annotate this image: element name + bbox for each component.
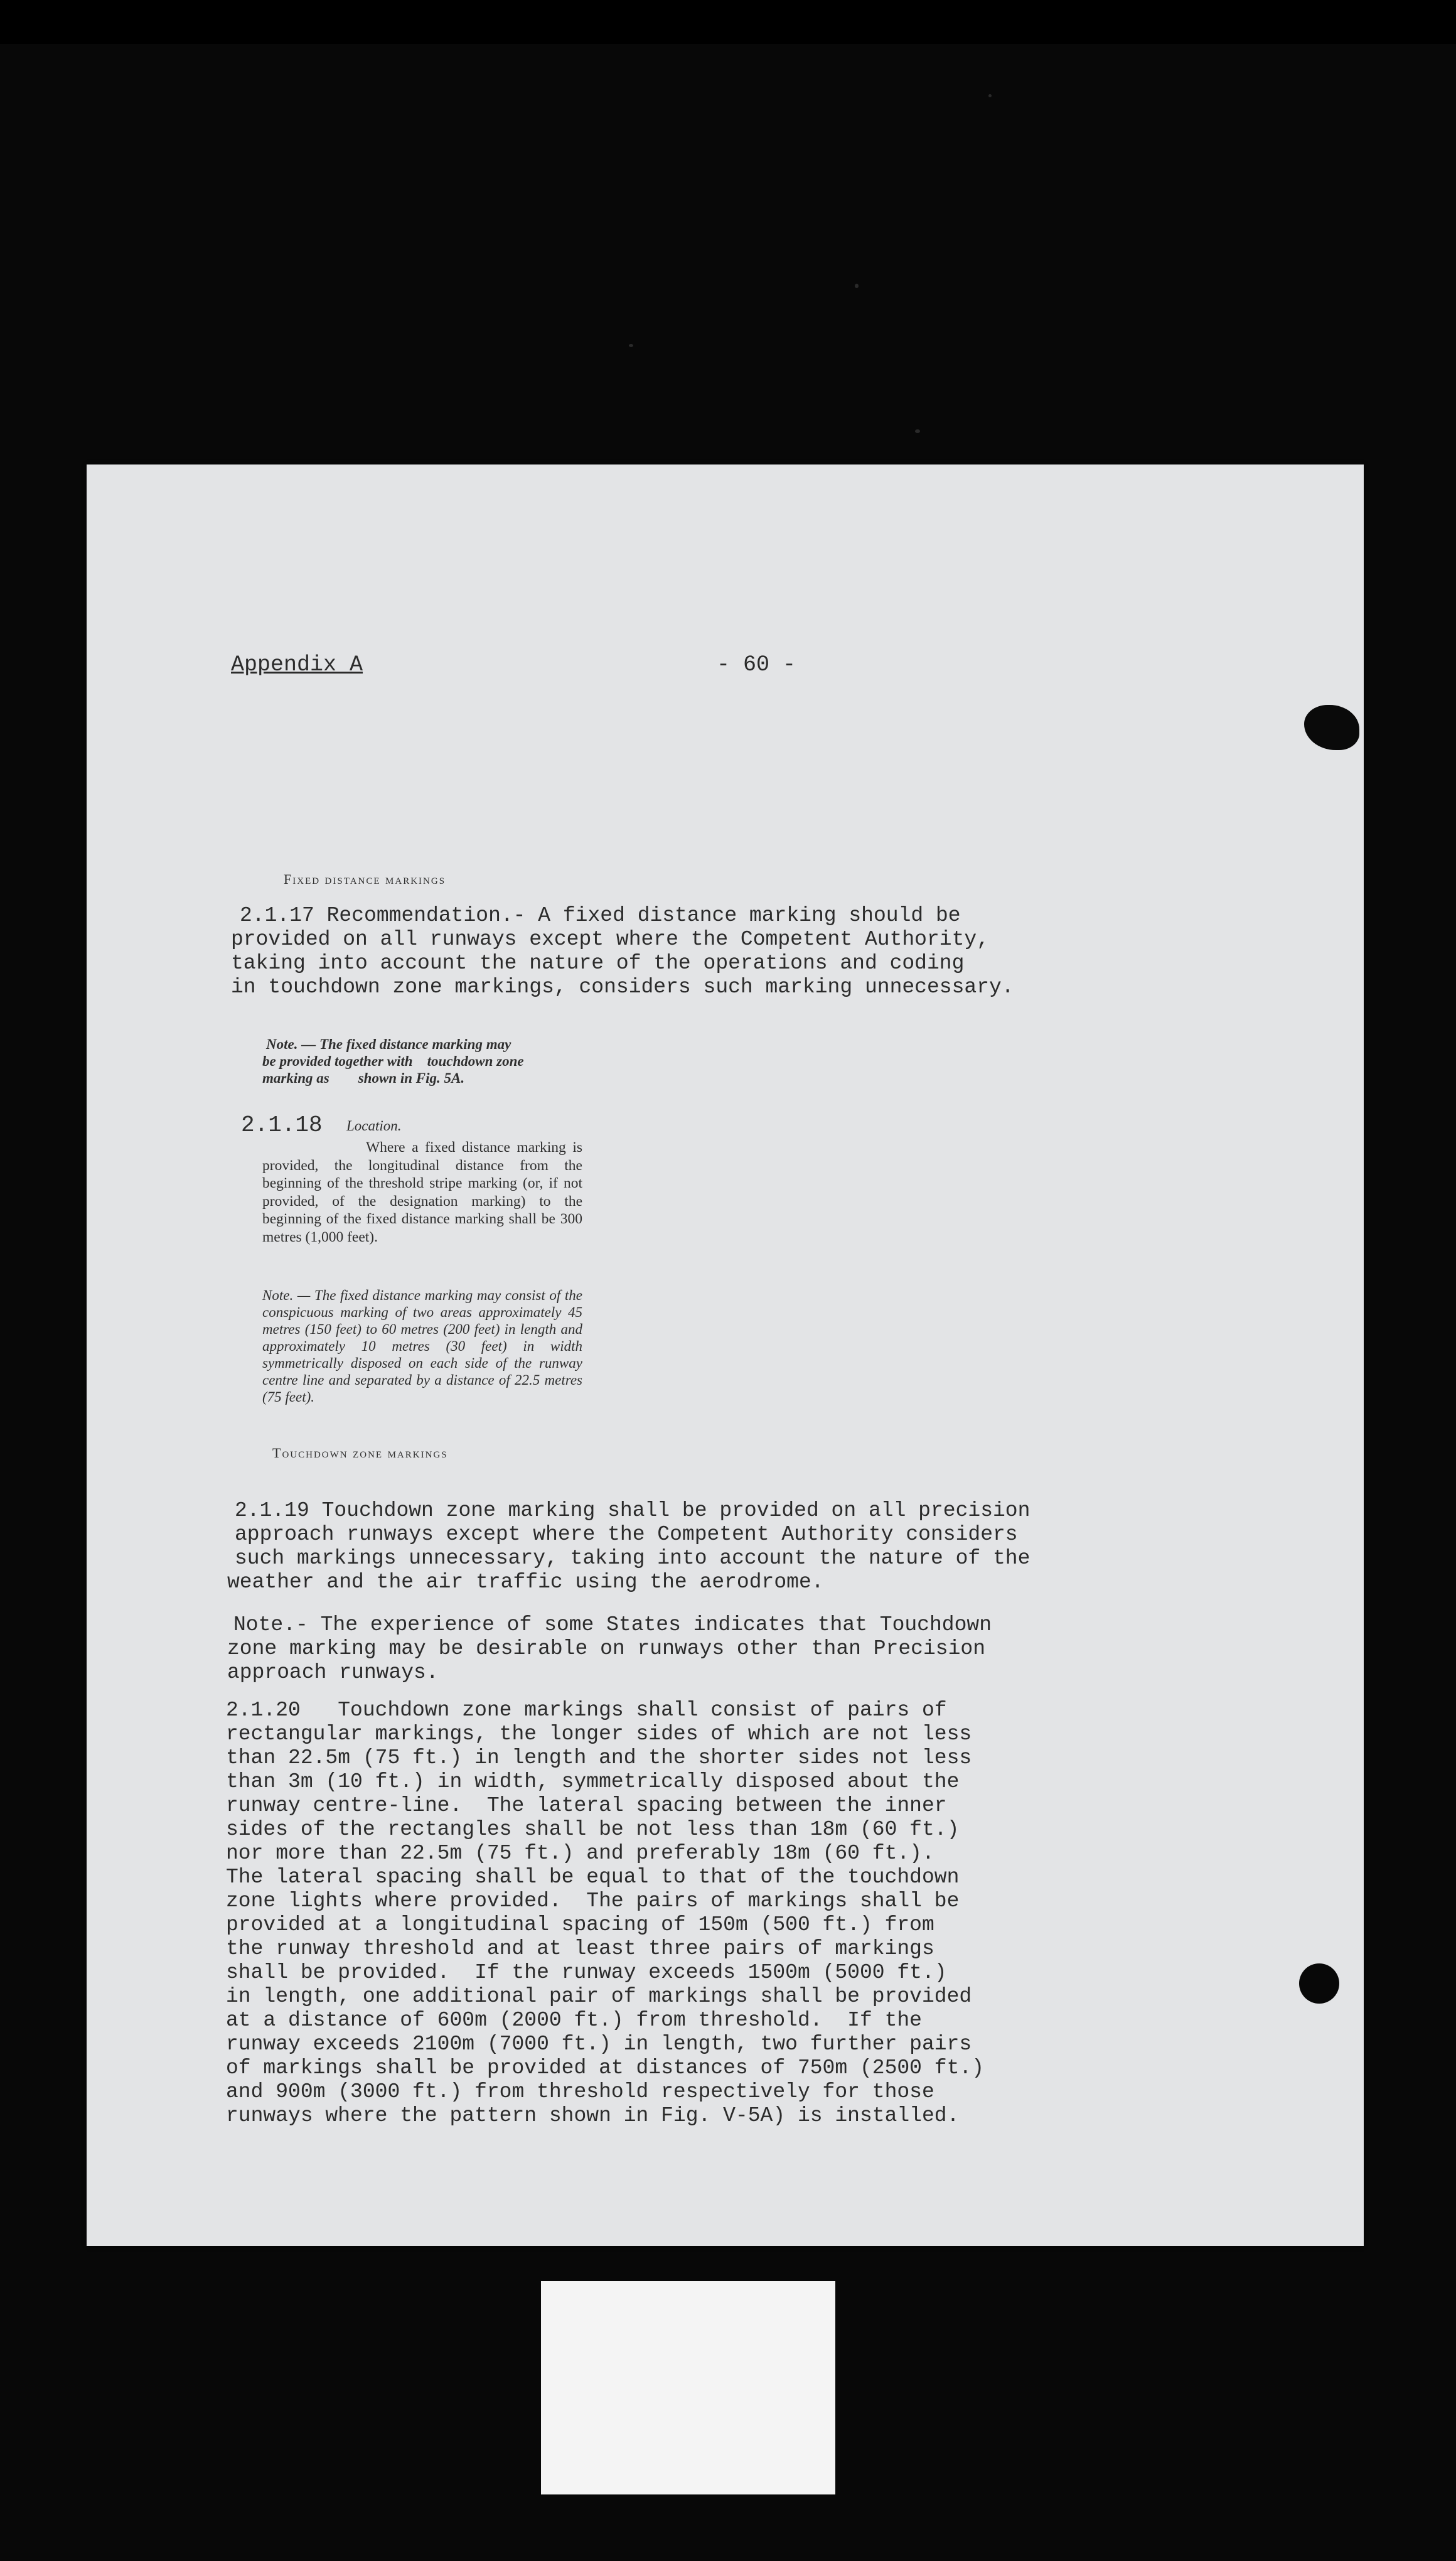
text-line: The lateral spacing shall be equal to that of the touchdown [226, 1866, 960, 1889]
text-line: rectangular markings, the longer sides of which are not less [226, 1722, 972, 1746]
film-top-edge [0, 0, 1456, 44]
text-line: provided at a longitudinal spacing of 150m (500 ft.) from [226, 1913, 934, 1936]
text-line: and 900m (3000 ft.) from threshold respectively for those [226, 2080, 934, 2103]
section-number-2-1-18: 2.1.18 [241, 1112, 323, 1138]
text-line: runway exceeds 2100m (7000 ft.) in length, two further pairs [226, 2032, 972, 2056]
text-line: shall be provided. If the runway exceeds 1500m (5000 ft.) [226, 1961, 947, 1984]
text-line: in length, one additional pair of markings shall be provided [226, 1985, 972, 2008]
text-line: of markings shall be provided at distances of 750m (2500 ft.) [226, 2056, 984, 2080]
film-speck [855, 284, 859, 288]
film-speck [915, 429, 920, 433]
text-line: 2.1.17 Recommendation.- A fixed distance marking should be [240, 904, 961, 927]
page-number: - 60 - [717, 652, 796, 677]
text-line: 2.1.19 Touchdown zone marking shall be provided on all precision [235, 1499, 1030, 1522]
text-line: zone marking may be desirable on runways other than Precision [227, 1637, 985, 1660]
blank-label-card [541, 2281, 835, 2494]
paragraph-2-1-18: Where a fixed distance marking is provided, the longitudinal distance from the beginning of the threshold stripe marking (or, if not provided, of the designation marking) to the beginning of the fixed distance marking shall be 300 metres (1,000 feet). [262, 1139, 582, 1245]
note-fixed-distance-dimensions: Note. — The fixed distance marking may consist of the conspicuous marking of two areas approximately 45 metres (150 feet) to 60 metres (200 feet) in length and approximately 10 metres (30 feet) in width symmetrically disposed on each side of the runway centre line and separated by a distance of 22.5 metres (75 feet). [262, 1287, 582, 1405]
text-line: zone lights where provided. The pairs of markings shall be [226, 1889, 960, 1913]
text-line: Note.- The experience of some States indicates that Touchdown [233, 1613, 992, 1636]
text-line: provided on all runways except where the Competent Authority, [231, 928, 989, 951]
note-line: marking as shown in Fig. 5A. [262, 1070, 465, 1086]
text-line: such markings unnecessary, taking into account the nature of the [235, 1547, 1030, 1570]
text-line: runways where the pattern shown in Fig. V-5A) is installed. [226, 2104, 960, 2127]
text-line: 2.1.20 Touchdown zone markings shall consist of pairs of [226, 1699, 947, 1722]
punch-hole [1299, 1963, 1339, 2004]
appendix-label: Appendix A [231, 652, 363, 677]
text-line: sides of the rectangles shall be not less than 18m (60 ft.) [226, 1818, 960, 1841]
note-line: be provided together with touchdown zone [262, 1053, 524, 1069]
text-line: than 22.5m (75 ft.) in length and the shorter sides not less [226, 1746, 972, 1769]
film-speck [629, 344, 633, 347]
section-heading-touchdown-zone: Touchdown zone markings [272, 1445, 448, 1461]
text-line: runway centre-line. The lateral spacing between the inner [226, 1794, 947, 1817]
document-page [87, 464, 1364, 2246]
text-line: nor more than 22.5m (75 ft.) and preferably 18m (60 ft.). [226, 1842, 934, 1865]
note-line: Note. — The fixed distance marking may [266, 1036, 511, 1052]
text-line: approach runways except where the Competent Authority considers [235, 1523, 1018, 1546]
text-line: approach runways. [227, 1661, 439, 1684]
section-heading-fixed-distance: Fixed distance markings [284, 871, 446, 887]
text-line: than 3m (10 ft.) in width, symmetrically disposed about the [226, 1770, 960, 1793]
text-line: weather and the air traffic using the aerodrome. [227, 1570, 824, 1594]
text-line: taking into account the nature of the operations and coding [231, 952, 965, 975]
location-label: Location. [346, 1118, 402, 1134]
text-line: the runway threshold and at least three pairs of markings [226, 1937, 934, 1960]
text-line: in touchdown zone markings, considers such marking unnecessary. [231, 975, 1014, 999]
text-line: at a distance of 600m (2000 ft.) from threshold. If the [226, 2009, 922, 2032]
film-speck [988, 94, 992, 97]
